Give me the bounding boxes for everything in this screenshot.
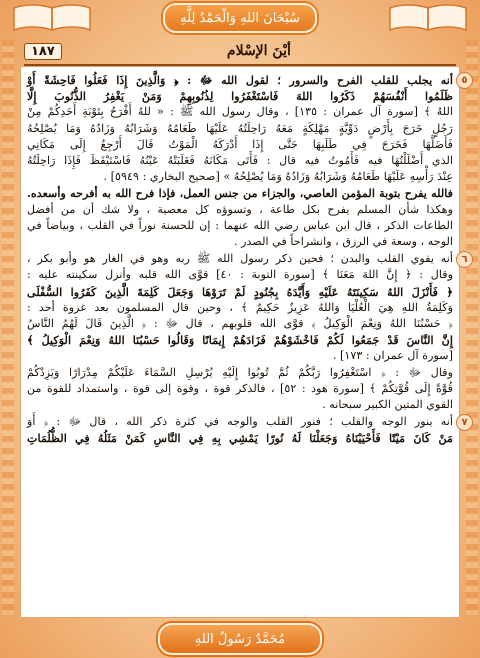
open-book-icon xyxy=(382,2,474,34)
text-line: قُوَّةً إِلَى قُوَّتِكُمْ ﴾ [سورة هود : ٥٢] ، فالذكر قوة ، وقوة إلى قوة ، واستمداد للقوة من xyxy=(27,381,453,395)
top-cartouche: سُبْحَانَ اللهِ وَالْحَمْدُ لِلَّهِ xyxy=(163,3,317,33)
text-line: مَنْ كَانَ مَيْتًا فَأَحْيَيْنَاهُ وَجَعَلْنَا لَهُ نُورًا يَمْشِي بِهِ فِي النَّاسِ كَمَنْ مَثَلُهُ فِي الظُّلُمَاتِ xyxy=(27,431,453,446)
text-line: ﴿ فَأَنْزَلَ اللهُ سَكِينَتَهُ عَلَيْهِ وَأَيَّدَهُ بِجُنُودٍ لَمْ تَرَوْهَا وَجَعَلَ كَلِمَةَ الَّذِينَ كَفَرُوا السُّفْلَى xyxy=(27,284,453,299)
running-title: أيْنَ الإسْلام xyxy=(226,43,291,59)
left-ornament xyxy=(2,40,14,615)
paragraph-number: ٧ xyxy=(456,414,473,431)
text-line: ظَلَمُوا أَنْفُسَهُمْ ذَكَرُوا اللهَ فَاسْتَغْفَرُوا لِذُنُوبِهِمْ وَمَنْ يَغْفِرُ الذُّنُوبَ إِلَّا xyxy=(27,89,453,104)
paragraph-number: ٦ xyxy=(456,251,473,268)
right-ornament xyxy=(466,40,478,615)
text-line: فالله يفرح بتوبة المؤمن العاصي، والجزاء من جنس العمل، فإذا فرح الله به أفرحه وأسعده. xyxy=(27,186,453,201)
text-line: القوي المتين الكبير سبحانه . xyxy=(322,398,453,412)
text-line: إِنَّ النَّاسَ قَدْ جَمَعُوا لَكُمْ فَاخْشَوْهُمْ فَزَادَهُمْ إِيمَانًا وَقَالُوا حَسْبُنَا اللهُ وَنِعْمَ الْوَكِيلُ ﴾ xyxy=(27,333,453,348)
text-line: أنه يقوي القلب والبدن ؛ فحين ذكر رسول الله ﷺ ربه وهو في الغار هو وأبو بكر ، xyxy=(27,252,453,266)
paragraph-5 xyxy=(27,72,468,250)
text-line: الطاعات الذكر ، قال ابن عباس رضي الله عنهما : إن للحسنة نوراً في القلب ، وبياضاً في xyxy=(27,218,453,232)
text-line: اللهُ ﴾ [سورة آل عمران : ١٣٥] ، وقال رسول الله ﷺ : « للهُ أَفْرَحُ بِتَوْبَةِ أَحَدِكُمْ مِنْ xyxy=(27,105,453,119)
text-line: وَكَلِمَةُ اللهِ هِيَ الْعُلْيَا وَاللهُ عَزِيزٌ حَكِيمٌ ﴾ ، وحين قال المسلمون بعد غزوة أحد : xyxy=(27,300,453,314)
text-line: عِنْدَ رَأْسِهِ عَلَيْهَا طَعَامُهُ وَشَرَابُهُ وَزَادُهُ وَمَا يُصْلِحُهُ » [صحيح البخاري : ٥٩٤٩] . xyxy=(103,170,453,184)
page-header xyxy=(24,40,456,62)
text-line: أنه يجلب للقلب الفرح والسرور ؛ لقول الله ﷻ : ﴿ وَالَّذِينَ إِذَا فَعَلُوا فَاحِشَةً أَوْ xyxy=(27,73,453,87)
bottom-cartouche: مُحَمَّدٌ رَسُولُ اللهِ xyxy=(158,623,322,655)
text-line: وهكذا شأن المسلم يفرح بكل طاعة ، وتسوؤه كل معصية ، ولا شك أن من أفضل xyxy=(27,202,453,216)
paragraph-7 xyxy=(27,414,468,446)
bottom-banner xyxy=(0,620,480,658)
paragraph-6 xyxy=(27,251,468,413)
text-line: الذي أَضْلَلْتُهَا فيه فَأَمُوتُ فيه قال : فَأَتَى مَكَانَهُ فَغَلَبَتْهُ عَيْنُهُ فَاسْتَيْقَظَ فَإِذَا رَاحِلَتُهُ xyxy=(27,154,453,168)
page-number: ١٨٧ xyxy=(24,43,62,60)
top-banner xyxy=(0,0,480,36)
text-line: وقال : ﴿ إِنَّ اللهَ مَعَنَا ﴾ [سورة التوبة : ٤٠] قوَّى الله قلبه وأنزل سكينته عليه : xyxy=(27,268,453,282)
text-body xyxy=(20,66,468,618)
text-line: الوجه ، وسعة في الرزق ، وانشراحاً في الصدر . xyxy=(234,235,453,249)
text-line: رَجُلٍ خَرَجَ بِأَرْضٍ دَوِّيَّةٍ مَهْلِكَةٍ مَعَهُ رَاحِلَتُهُ عَلَيْهَا طَعَامُهُ وَشَرَابُهُ وَزَادُهُ وَمَا يُصْلِحُهُ xyxy=(27,121,453,135)
text-line: [سورة آل عمران : ١٧٣] . xyxy=(332,349,453,363)
text-line: فَأَضَلَّهَا فَخَرَجَ فِي طَلَبِهَا حَتَّى إِذَا أَدْرَكَهُ الْمَوْتُ قَالَ أَرْجِعُ إِلَى مَكَانِي xyxy=(27,137,453,151)
paragraph-number: ٥ xyxy=(456,72,473,89)
open-book-icon xyxy=(6,2,98,34)
text-line: وقال ﷻ : ﴿ اسْتَغْفِرُوا رَبَّكُمْ ثُمَّ تُوبُوا إِلَيْهِ يُرْسِلِ السَّمَاءَ عَلَيْكُمْ مِدْرَارًا وَيَزِدْكُمْ xyxy=(27,365,453,379)
text-line: ﴿ حَسْبُنَا اللهُ وَنِعْمَ الْوَكِيلُ ﴾ قوَّى الله قلوبهم ، قال ﷻ : ﴿ الَّذِينَ قَالَ لَهُمُ النَّاسُ xyxy=(27,317,453,331)
text-line: أنه ينور الوجه والقلب ؛ فنور القلب والوجه في كثرة ذكر الله ، قال ﷻ : ﴿ أَوَ xyxy=(27,415,453,429)
